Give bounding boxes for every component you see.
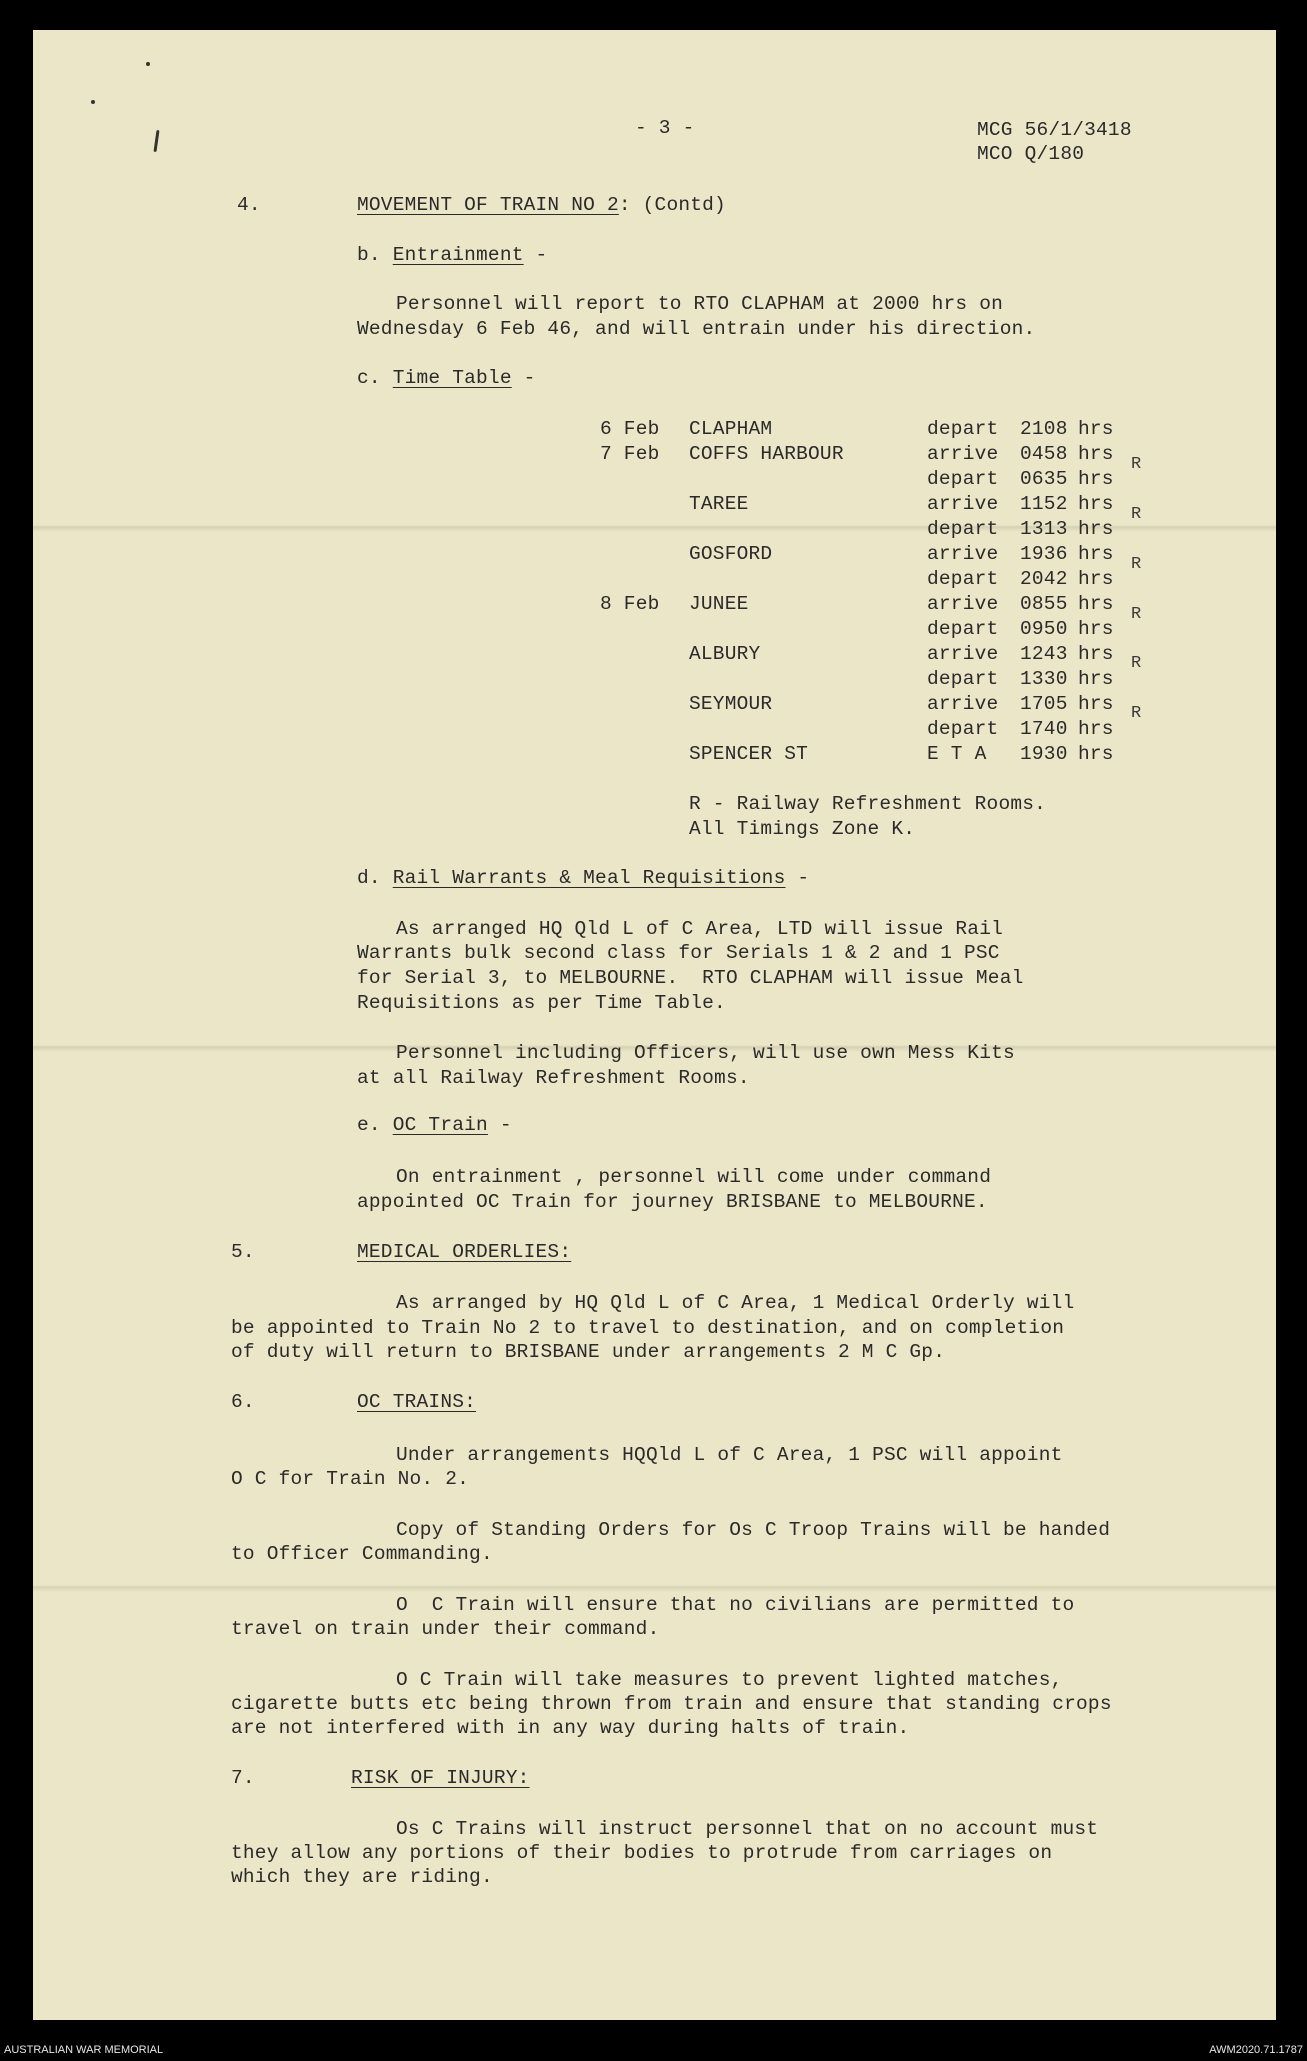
- timetable-event: depart: [927, 668, 999, 690]
- timetable-time: 1936: [1020, 543, 1068, 565]
- refreshment-marker: R: [1131, 704, 1142, 723]
- subsection-d-heading-line: [357, 866, 809, 891]
- section-4-heading-suffix: : (Contd): [618, 194, 726, 216]
- subsection-b-suffix: -: [523, 244, 548, 266]
- timetable-place: JUNEE: [689, 593, 749, 615]
- subsection-b-heading: Entrainment: [392, 244, 524, 266]
- section-6-number: 6.: [231, 1391, 255, 1413]
- subsection-c-suffix: -: [511, 367, 536, 389]
- timetable-unit: hrs: [1078, 668, 1114, 690]
- timetable-unit: hrs: [1078, 493, 1114, 515]
- subsection-d-heading: Rail Warrants & Meal Requisitions: [392, 867, 786, 889]
- paragraph-line: On entrainment , personnel will come under command: [396, 1166, 992, 1188]
- paragraph-line: travel on train under their command.: [231, 1618, 660, 1640]
- paragraph-line: appointed OC Train for journey BRISBANE to MELBOURNE.: [357, 1191, 988, 1213]
- timetable-unit: hrs: [1078, 568, 1114, 590]
- paragraph-line: O C for Train No. 2.: [231, 1468, 470, 1490]
- timetable-unit: hrs: [1078, 743, 1114, 765]
- timetable-unit: hrs: [1078, 643, 1114, 665]
- timetable-time: 0458: [1020, 443, 1068, 465]
- reference-number-2: MCO Q/180: [977, 143, 1085, 165]
- paragraph-line: at all Railway Refreshment Rooms.: [357, 1067, 750, 1089]
- section-5-heading: MEDICAL ORDERLIES:: [357, 1241, 572, 1263]
- page-number: - 3 -: [635, 117, 695, 139]
- paragraph-line: be appointed to Train No 2 to travel to destination, and on completion: [231, 1317, 1065, 1339]
- timetable-note: R - Railway Refreshment Rooms.: [689, 793, 1047, 815]
- document-page: [33, 30, 1276, 2020]
- paragraph-line: to Officer Commanding.: [231, 1543, 493, 1565]
- subsection-c-heading-line: [357, 366, 536, 391]
- timetable-event: arrive: [927, 593, 999, 615]
- section-4-heading: MOVEMENT OF TRAIN NO 2: [357, 194, 619, 216]
- paragraph-line: As arranged HQ Qld L of C Area, LTD will issue Rail: [396, 918, 1003, 940]
- timetable-event: arrive: [927, 643, 999, 665]
- timetable-place: ALBURY: [689, 643, 761, 665]
- timetable-event: arrive: [927, 693, 999, 715]
- reference-number-1: MCG 56/1/3418: [977, 119, 1132, 141]
- paragraph-line: are not interfered with in any way during halts of train.: [231, 1717, 910, 1739]
- refreshment-marker: R: [1131, 505, 1142, 524]
- refreshment-marker: R: [1131, 654, 1142, 673]
- timetable-unit: hrs: [1078, 518, 1114, 540]
- subsection-e-heading-line: [357, 1113, 512, 1138]
- timetable-event: depart: [927, 418, 999, 440]
- paragraph-line: O C Train will ensure that no civilians are permitted to: [396, 1594, 1075, 1616]
- subsection-b-heading-line: [357, 243, 547, 268]
- subsection-d-label: d.: [357, 867, 393, 889]
- timetable-event: arrive: [927, 543, 999, 565]
- archive-footer: [0, 2039, 1307, 2061]
- refreshment-marker: R: [1131, 455, 1142, 474]
- paragraph-line: Under arrangements HQQld L of C Area, 1 PSC will appoint: [396, 1444, 1063, 1466]
- timetable-unit: hrs: [1078, 543, 1114, 565]
- section-4-heading-line: [357, 193, 726, 218]
- subsection-d-suffix: -: [785, 867, 810, 889]
- timetable-place: CLAPHAM: [689, 418, 773, 440]
- section-4-number: 4.: [237, 194, 261, 216]
- timetable-place: TAREE: [689, 493, 749, 515]
- timetable-event: depart: [927, 468, 999, 490]
- timetable-place: GOSFORD: [689, 543, 773, 565]
- section-7-number: 7.: [231, 1767, 255, 1789]
- timetable-event: arrive: [927, 493, 999, 515]
- timetable-event: depart: [927, 568, 999, 590]
- paragraph-line: Os C Trains will instruct personnel that on no account must: [396, 1818, 1099, 1840]
- refreshment-marker: R: [1131, 555, 1142, 574]
- timetable-time: 0635: [1020, 468, 1068, 490]
- paragraph-line: for Serial 3, to MELBOURNE. RTO CLAPHAM will issue Meal: [357, 967, 1024, 989]
- paragraph-line: O C Train will take measures to prevent lighted matches,: [396, 1669, 1063, 1691]
- timetable-time: 1243: [1020, 643, 1068, 665]
- paragraph-line: Personnel will report to RTO CLAPHAM at 2000 hrs on: [396, 293, 1003, 315]
- timetable-event: E T A: [927, 743, 987, 765]
- paragraph-line: As arranged by HQ Qld L of C Area, 1 Medical Orderly will: [396, 1292, 1075, 1314]
- subsection-c-heading: Time Table: [392, 367, 512, 389]
- timetable-unit: hrs: [1078, 418, 1114, 440]
- subsection-e-suffix: -: [487, 1114, 512, 1136]
- subsection-e-heading: OC Train: [392, 1114, 488, 1136]
- subsection-e-label: e.: [357, 1114, 393, 1136]
- timetable-time: 1705: [1020, 693, 1068, 715]
- paragraph-line: Requisitions as per Time Table.: [357, 992, 726, 1014]
- timetable-event: depart: [927, 718, 999, 740]
- timetable-time: 1740: [1020, 718, 1068, 740]
- timetable-event: depart: [927, 618, 999, 640]
- timetable-time: 1152: [1020, 493, 1068, 515]
- refreshment-marker: R: [1131, 605, 1142, 624]
- timetable-event: arrive: [927, 443, 999, 465]
- footer-accession-number: AWM2020.71.1787: [1209, 2044, 1303, 2056]
- timetable-unit: hrs: [1078, 593, 1114, 615]
- timetable-unit: hrs: [1078, 693, 1114, 715]
- footer-institution: AUSTRALIAN WAR MEMORIAL: [4, 2044, 164, 2056]
- paragraph-line: of duty will return to BRISBANE under arrangements 2 M C Gp.: [231, 1341, 946, 1363]
- paragraph-line: Wednesday 6 Feb 46, and will entrain under his direction.: [357, 318, 1036, 340]
- timetable-unit: hrs: [1078, 618, 1114, 640]
- timetable-note: All Timings Zone K.: [689, 818, 916, 840]
- subsection-c-label: c.: [357, 367, 393, 389]
- timetable-place: SEYMOUR: [689, 693, 773, 715]
- timetable-time: 0950: [1020, 618, 1068, 640]
- section-6-heading: OC TRAINS:: [357, 1391, 477, 1413]
- paragraph-line: Copy of Standing Orders for Os C Troop Trains will be handed: [396, 1519, 1111, 1541]
- ink-mark: [153, 130, 159, 152]
- timetable-unit: hrs: [1078, 718, 1114, 740]
- paragraph-line: cigarette butts etc being thrown from train and ensure that standing crops: [231, 1693, 1112, 1715]
- timetable-unit: hrs: [1078, 468, 1114, 490]
- paragraph-line: Personnel including Officers, will use own Mess Kits: [396, 1042, 1015, 1064]
- paragraph-line: Warrants bulk second class for Serials 1 & 2 and 1 PSC: [357, 942, 1000, 964]
- timetable-time: 0855: [1020, 593, 1068, 615]
- timetable-time: 2042: [1020, 568, 1068, 590]
- timetable-date: 6 Feb: [600, 418, 660, 440]
- timetable-date: 7 Feb: [600, 443, 660, 465]
- section-5-number: 5.: [231, 1241, 255, 1263]
- timetable-unit: hrs: [1078, 443, 1114, 465]
- timetable-time: 1330: [1020, 668, 1068, 690]
- paragraph-line: which they are riding.: [231, 1866, 493, 1888]
- timetable-date: 8 Feb: [600, 593, 660, 615]
- ink-speck: [91, 100, 95, 104]
- paragraph-line: they allow any portions of their bodies to protrude from carriages on: [231, 1842, 1053, 1864]
- subsection-b-label: b.: [357, 244, 393, 266]
- section-7-heading: RISK OF INJURY:: [351, 1767, 530, 1789]
- timetable-time: 1313: [1020, 518, 1068, 540]
- ink-speck: [146, 62, 150, 66]
- timetable-place: COFFS HARBOUR: [689, 443, 844, 465]
- timetable-time: 1930: [1020, 743, 1068, 765]
- timetable-place: SPENCER ST: [689, 743, 809, 765]
- timetable-event: depart: [927, 518, 999, 540]
- timetable-time: 2108: [1020, 418, 1068, 440]
